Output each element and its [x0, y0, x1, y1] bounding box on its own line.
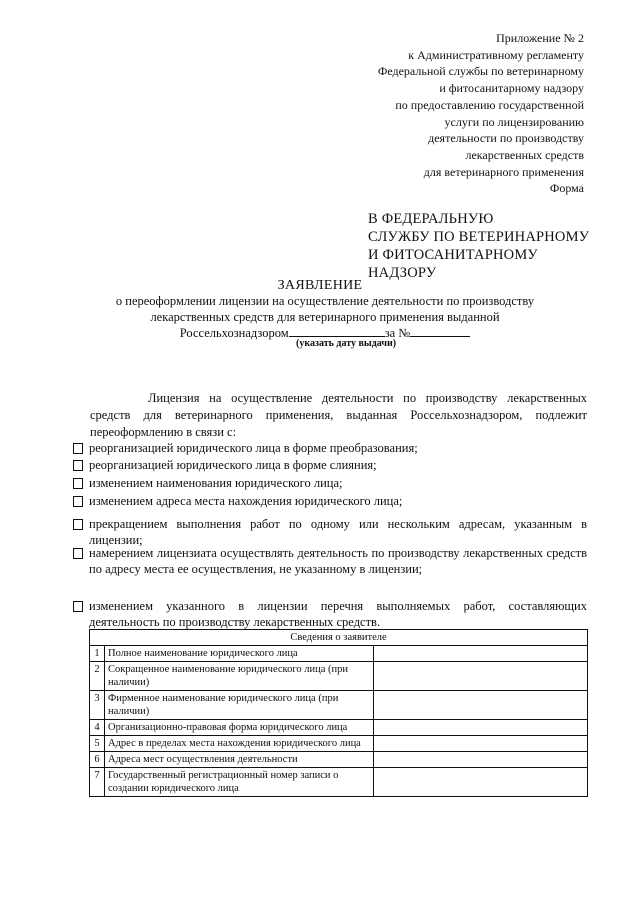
issuer-label: Россельхознадзором: [179, 326, 289, 340]
row-value[interactable]: [374, 768, 588, 797]
document-subtitle: [100, 294, 550, 342]
addressee-line: НАДЗОРУ: [368, 265, 437, 281]
option-item: [73, 516, 587, 548]
option-item: [73, 457, 587, 473]
table-row: [90, 720, 588, 736]
row-number: 6: [90, 752, 105, 768]
checkbox[interactable]: [73, 478, 83, 489]
license-number-blank[interactable]: [410, 325, 470, 337]
table-row: [90, 662, 588, 691]
row-number: 3: [90, 691, 105, 720]
table-header-row: [90, 630, 588, 646]
subtitle-line: лекарственных средств для ветеринарного применения выданной: [150, 309, 500, 324]
checkbox[interactable]: [73, 548, 83, 559]
addressee-block: [368, 210, 589, 282]
row-label: Полное наименование юридического лица: [105, 646, 374, 662]
table-row: [90, 768, 588, 797]
checkbox[interactable]: [73, 601, 83, 612]
option-label: изменением адреса места нахождения юридического лица;: [89, 494, 403, 508]
row-value[interactable]: [374, 662, 588, 691]
table-row: [90, 691, 588, 720]
row-value[interactable]: [374, 736, 588, 752]
row-label: Фирменное наименование юридического лица (при наличии): [105, 691, 374, 720]
table-row: [90, 646, 588, 662]
annex-line: и фитосанитарному надзору: [439, 81, 584, 96]
row-label: Сокращенное наименование юридического лица (при наличии): [105, 662, 374, 691]
row-label: Государственный регистрационный номер записи о создании юридического лица: [105, 768, 374, 797]
checkbox[interactable]: [73, 443, 83, 454]
table-header: Сведения о заявителе: [90, 630, 588, 646]
number-label: за №: [384, 326, 411, 340]
applicant-info-table: [89, 629, 588, 797]
annex-line: Федеральной службы по ветеринарному: [377, 64, 584, 79]
row-value[interactable]: [374, 720, 588, 736]
option-label: реорганизацией юридического лица в форме слияния;: [89, 458, 377, 472]
form-label: Форма: [549, 181, 584, 195]
checkbox[interactable]: [73, 519, 83, 530]
table-row: [90, 736, 588, 752]
option-item: [73, 545, 587, 577]
issue-date-blank[interactable]: [289, 325, 385, 337]
option-label: намерением лицензиата осуществлять деятельность по производству лекарственных средств по адресу места ее осуществления, не указанному в лицензии;: [89, 546, 587, 576]
annex-line: лекарственных средств: [465, 147, 584, 162]
addressee-line: В ФЕДЕРАЛЬНУЮ: [368, 211, 494, 227]
annex-block: [324, 30, 584, 180]
row-number: 7: [90, 768, 105, 797]
annex-line: деятельности по производству: [428, 131, 584, 146]
row-value[interactable]: [374, 646, 588, 662]
option-item: [73, 493, 587, 509]
table-row: [90, 752, 588, 768]
option-label: реорганизацией юридического лица в форме преобразования;: [89, 441, 418, 455]
option-item: [73, 440, 587, 456]
annex-line: для ветеринарного применения: [423, 164, 584, 179]
subtitle-line: о переоформлении лицензии на осуществление деятельности по производству: [115, 294, 535, 308]
row-number: 2: [90, 662, 105, 691]
document-title: ЗАЯВЛЕНИЕ: [277, 278, 363, 293]
annex-line: Приложение № 2: [496, 31, 584, 45]
row-value[interactable]: [374, 691, 588, 720]
row-number: 5: [90, 736, 105, 752]
annex-line: к Административному регламенту: [408, 47, 584, 62]
row-label: Организационно-правовая форма юридического лица: [105, 720, 374, 736]
addressee-line: СЛУЖБУ ПО ВЕТЕРИНАРНОМУ: [368, 229, 590, 245]
row-number: 1: [90, 646, 105, 662]
checkbox[interactable]: [73, 496, 83, 507]
option-label: изменением указанного в лицензии перечня выполняемых работ, составляющих деятельность по производству лекарственных средств.: [89, 599, 587, 629]
option-label: изменением наименования юридического лица;: [89, 476, 343, 490]
row-value[interactable]: [374, 752, 588, 768]
checkbox[interactable]: [73, 460, 83, 471]
addressee-line: И ФИТОСАНИТАРНОМУ: [368, 247, 538, 263]
intro-paragraph: Лицензия на осуществление деятельности по производству лекарственных средств для ветеринарного применения, выданная Россельхознадзором, подлежит переоформлению в связи с:: [90, 391, 587, 439]
annex-line: по предоставлению государственной: [395, 97, 584, 112]
option-item: [73, 475, 587, 491]
option-item: [73, 598, 587, 630]
date-hint: (указать дату выдачи): [296, 338, 397, 349]
option-label: прекращением выполнения работ по одному или нескольким адресам, указанным в лицензии;: [89, 517, 587, 547]
row-label: Адреса мест осуществления деятельности: [105, 752, 374, 768]
row-number: 4: [90, 720, 105, 736]
annex-line: услуги по лицензированию: [444, 114, 584, 129]
row-label: Адрес в пределах места нахождения юридического лица: [105, 736, 374, 752]
